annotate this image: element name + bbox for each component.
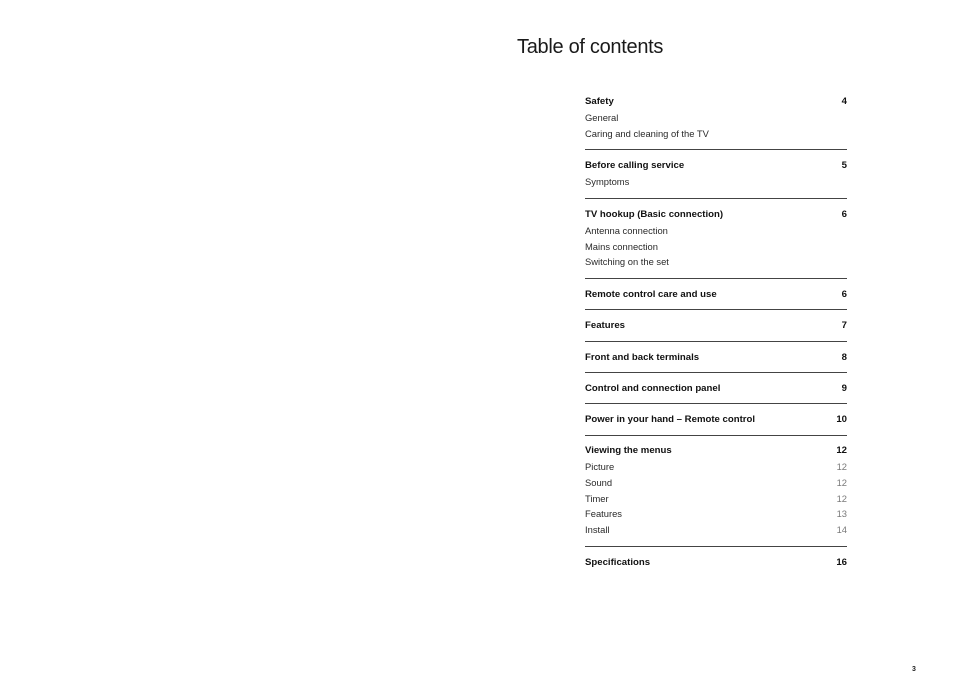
toc-subentry-page: 14	[836, 524, 847, 536]
toc-subentry-page: 12	[836, 492, 847, 504]
toc-subentry[interactable]	[585, 254, 847, 270]
toc-entry-page: 8	[841, 351, 847, 363]
toc-entry-title: TV hookup (Basic connection)	[585, 208, 724, 220]
toc-entry[interactable]	[585, 350, 847, 366]
toc-section	[585, 309, 847, 340]
toc-subentry-page: 12	[836, 460, 847, 472]
toc-subentry[interactable]	[585, 239, 847, 255]
toc-entry-title: Features	[585, 320, 625, 332]
toc-subentry-page: 12	[836, 476, 847, 488]
toc-entry-page: 6	[841, 208, 847, 220]
toc-entry-title: Front and back terminals	[585, 351, 700, 363]
toc-entry-title: Specifications	[585, 556, 651, 568]
toc-entry[interactable]	[585, 318, 847, 334]
toc-entry[interactable]	[585, 94, 847, 110]
toc-section	[585, 372, 847, 403]
toc-entry[interactable]	[585, 555, 847, 571]
toc-subentry-label: Caring and cleaning of the TV	[585, 127, 709, 139]
toc-section	[585, 278, 847, 309]
toc-subentry-page: 13	[836, 508, 847, 520]
toc-subentry-label: Antenna connection	[585, 224, 668, 236]
toc-entry-page: 6	[841, 289, 847, 301]
toc-subentry[interactable]	[585, 475, 847, 491]
toc-subentry[interactable]	[585, 110, 847, 126]
toc-subentry[interactable]	[585, 491, 847, 507]
toc-entry[interactable]	[585, 443, 847, 459]
toc-section	[585, 149, 847, 198]
toc-subentry-label: General	[585, 111, 619, 123]
table-of-contents	[585, 93, 847, 577]
toc-subentry-label: Mains connection	[585, 240, 658, 252]
toc-entry-page: 10	[836, 414, 847, 426]
toc-section	[585, 403, 847, 434]
toc-entry-page: 7	[841, 320, 847, 332]
toc-subentry-label: Symptoms	[585, 176, 630, 188]
toc-entry-title: Control and connection panel	[585, 383, 721, 395]
toc-subentry[interactable]	[585, 522, 847, 538]
toc-entry-title: Remote control care and use	[585, 289, 717, 301]
toc-subentry-label: Install	[585, 524, 610, 536]
toc-entry-page: 16	[836, 556, 847, 568]
toc-subentry-label: Picture	[585, 460, 615, 472]
toc-entry-page: 9	[841, 383, 847, 395]
toc-subentry-label: Features	[585, 508, 622, 520]
toc-entry-title: Safety	[585, 96, 614, 107]
toc-section	[585, 341, 847, 372]
toc-entry[interactable]	[585, 287, 847, 303]
toc-subentry-label: Sound	[585, 476, 613, 488]
toc-entry-title: Viewing the menus	[585, 445, 672, 457]
toc-subentry[interactable]	[585, 174, 847, 190]
toc-subentry-label: Switching on the set	[585, 256, 669, 268]
toc-entry[interactable]	[585, 207, 847, 223]
toc-entry[interactable]	[585, 381, 847, 397]
toc-subentry[interactable]	[585, 506, 847, 522]
toc-section	[585, 435, 847, 546]
toc-entry-page: 4	[841, 96, 847, 107]
toc-entry[interactable]	[585, 158, 847, 174]
toc-section	[585, 93, 847, 149]
toc-entry-page: 5	[841, 160, 847, 172]
toc-entry-title: Before calling service	[585, 160, 685, 172]
page-title: Table of contents	[517, 36, 664, 58]
toc-subentry-label: Timer	[585, 492, 609, 504]
toc-entry-page: 12	[836, 445, 847, 457]
toc-entry[interactable]	[585, 412, 847, 428]
toc-section	[585, 198, 847, 278]
toc-subentry[interactable]	[585, 223, 847, 239]
toc-subentry[interactable]	[585, 126, 847, 142]
toc-subentry[interactable]	[585, 459, 847, 475]
toc-section	[585, 546, 847, 577]
toc-entry-title: Power in your hand – Remote control	[585, 414, 756, 426]
page-number: 3	[912, 666, 916, 673]
